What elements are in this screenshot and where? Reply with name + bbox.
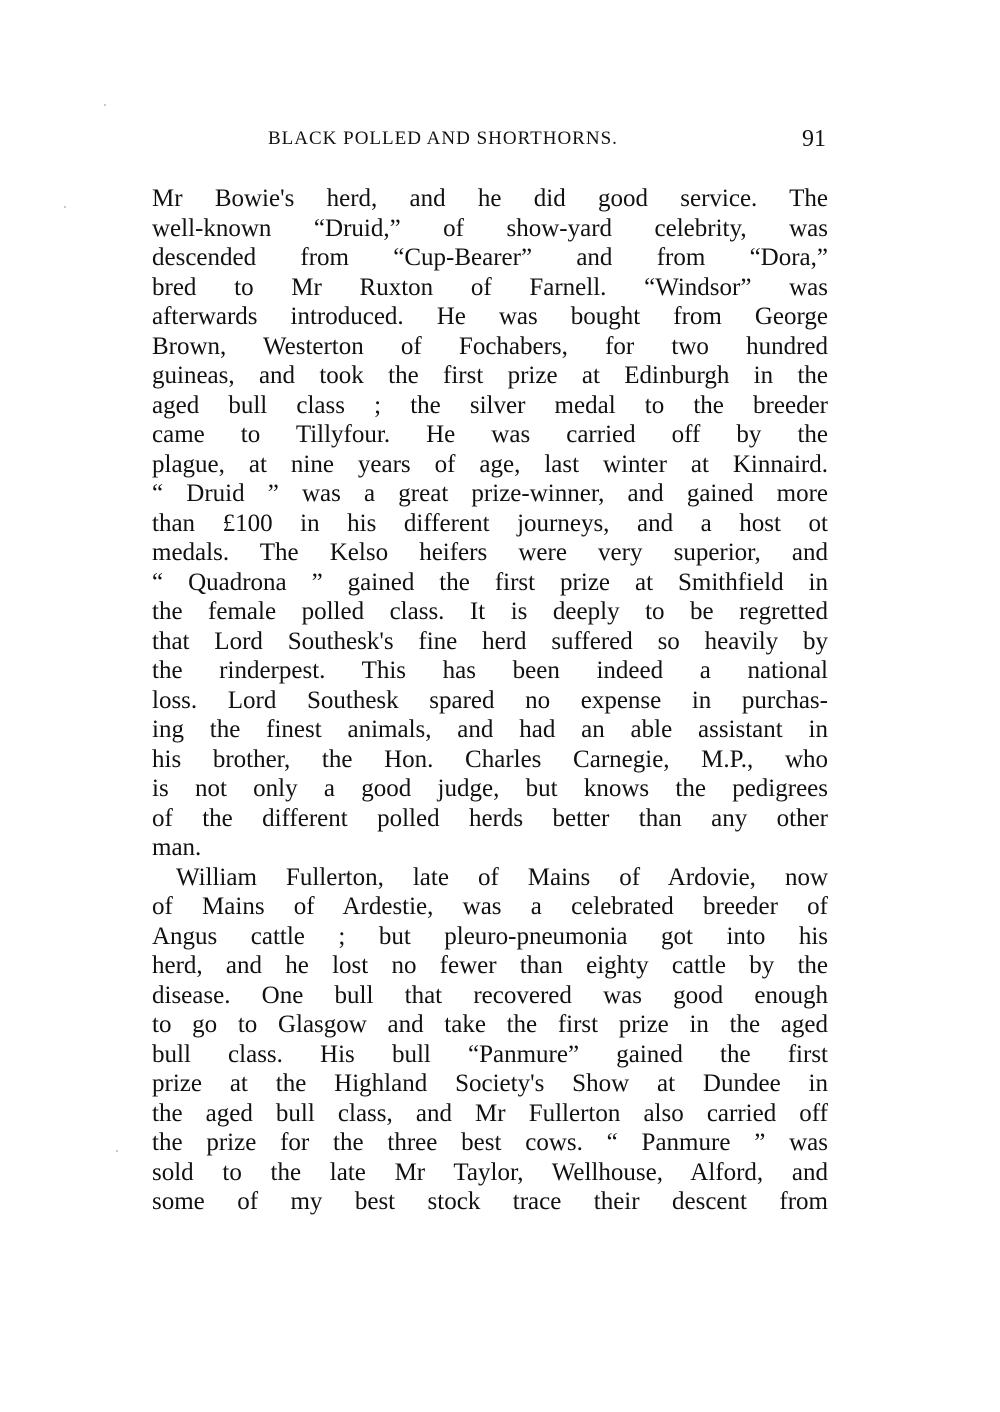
text-line: well-known “Druid,” of show-yard celebrity, was (152, 214, 828, 242)
running-title: BLACK POLLED AND SHORTHORNS. (268, 128, 618, 149)
text-line: medals. The Kelso heifers were very superior, and (152, 539, 828, 566)
text-line: than £100 in his different journeys, and a host ot (152, 509, 828, 537)
text-line: loss. Lord Southesk spared no expense in purchas- (152, 686, 828, 714)
text-line: “ Quadrona ” gained the first prize at Smithfield in (152, 568, 828, 596)
text-line: his brother, the Hon. Charles Carnegie, M.P., who (152, 745, 828, 773)
text-line: the prize for the three best cows. “ Panmure ” was (152, 1129, 828, 1156)
text-line: of the different polled herds better than any other (152, 804, 828, 832)
text-line: plague, at nine years of age, last winter at Kinnaird. (152, 450, 828, 478)
text-line: Angus cattle ; but pleuro-pneumonia got into his (152, 922, 828, 950)
text-line: disease. One bull that recovered was good enough (152, 981, 828, 1009)
text-line: guineas, and took the first prize at Edinburgh in the (152, 362, 828, 389)
running-head (152, 128, 828, 158)
text-line: afterwards introduced. He was bought from George (152, 303, 828, 330)
text-line: prize at the Highland Society's Show at Dundee in (152, 1070, 828, 1097)
text-line: William Fullerton, late of Mains of Ardovie, now (176, 863, 828, 891)
text-line: bred to Mr Ruxton of Farnell. “Windsor” was (152, 273, 828, 301)
text-line: the aged bull class, and Mr Fullerton also carried off (152, 1099, 828, 1127)
text-line: is not only a good judge, but knows the pedigrees (152, 775, 828, 802)
margin-speck (116, 1150, 118, 1152)
text-line: descended from “Cup-Bearer” and from “Dora,” (152, 244, 828, 271)
text-line: herd, and he lost no fewer than eighty cattle by the (152, 952, 828, 979)
text-line: that Lord Southesk's fine herd suffered so heavily by (152, 627, 828, 655)
text-line: Brown, Westerton of Fochabers, for two hundred (152, 332, 828, 360)
text-line: some of my best stock trace their descent from (152, 1188, 828, 1215)
text-line: Mr Bowie's herd, and he did good service. The (152, 185, 828, 212)
page-number: 91 (802, 126, 826, 152)
text-line: “ Druid ” was a great prize-winner, and gained more (152, 480, 828, 507)
margin-speck (104, 104, 106, 106)
text-line: to go to Glasgow and take the first prize in the aged (152, 1011, 828, 1038)
text-line: came to Tillyfour. He was carried off by the (152, 421, 828, 448)
text-line: ing the finest animals, and had an able assistant in (152, 716, 828, 743)
text-line: aged bull class ; the silver medal to the breeder (152, 391, 828, 419)
text-line: the female polled class. It is deeply to be regretted (152, 598, 828, 625)
body-text (152, 184, 828, 1217)
text-line: man. (152, 834, 202, 861)
text-line: bull class. His bull “Panmure” gained the first (152, 1040, 828, 1068)
text-line: of Mains of Ardestie, was a celebrated breeder of (152, 893, 828, 920)
text-line: the rinderpest. This has been indeed a national (152, 657, 828, 684)
margin-speck (64, 206, 66, 208)
text-line: sold to the late Mr Taylor, Wellhouse, Alford, and (152, 1158, 828, 1186)
